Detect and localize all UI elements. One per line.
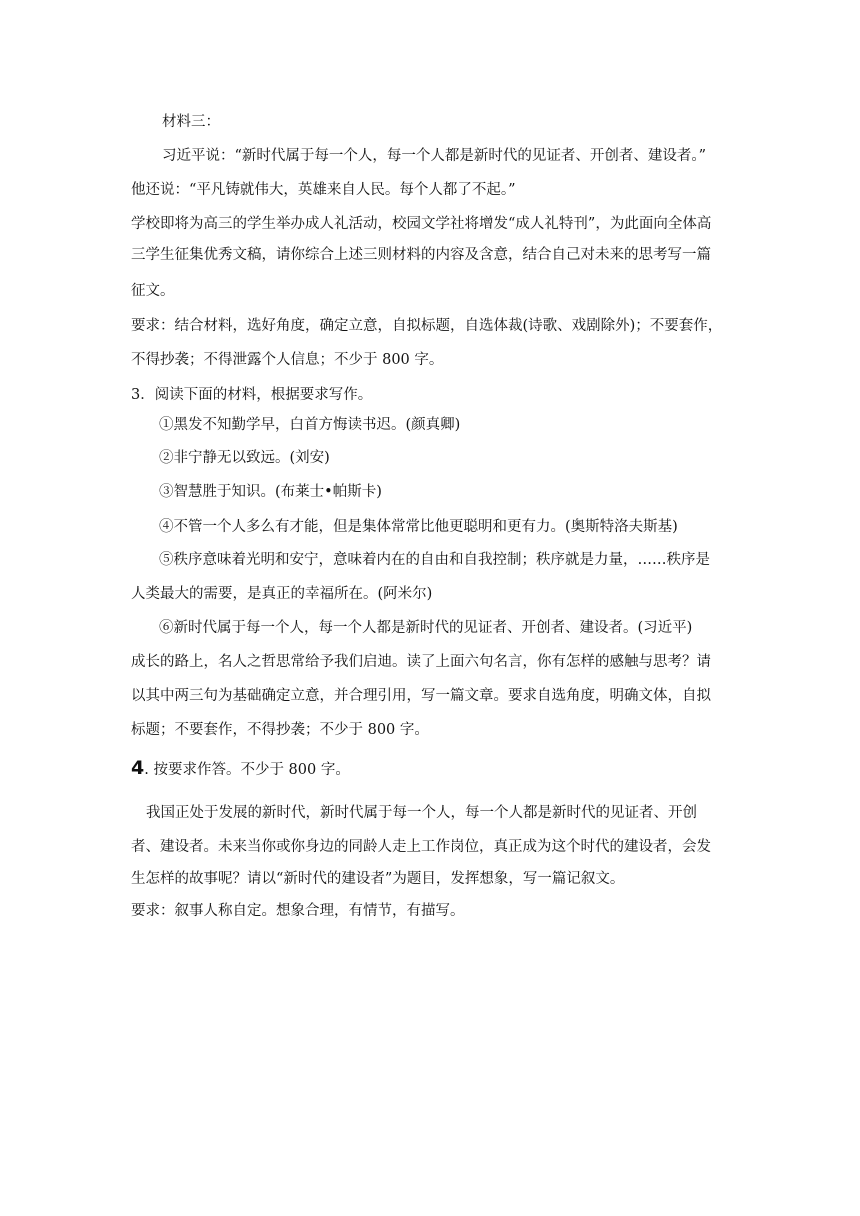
prompt-line: 我国正处于发展的新时代，新时代属于每一个人，每一个人都是新时代的见证者、开创 <box>146 805 697 821</box>
text-line: 他还说：“平凡铸就伟大，英雄来自人民。每个人都了不起。” <box>131 182 516 198</box>
question-4-heading <box>131 758 350 780</box>
text-line: 成长的路上，名人之哲思常给予我们启迪。读了上面六句名言，你有怎样的感触与思考？请 <box>131 654 711 670</box>
text-line: 以其中两三句为基础确定立意，并合理引用，写一篇文章。要求自选角度，明确文体，自拟 <box>131 688 711 704</box>
prompt-line: 者、建设者。未来当你或你身边的同龄人走上工作岗位，真正成为这个时代的建设者，会发 <box>131 839 711 855</box>
requirement-line: 不得抄袭；不得泄露个人信息；不少于 800 字。 <box>131 352 444 368</box>
text-line: 三学生征集优秀文稿，请你综合上述三则材料的内容及含意，结合自己对未来的思考写一篇 <box>131 247 711 263</box>
question-4-instruction: . 按要求作答。不少于 800 字。 <box>144 762 350 778</box>
question-number: 4 <box>131 757 145 779</box>
requirement-line: 要求：结合材料，选好角度，确定立意，自拟标题，自选体裁(诗歌、戏剧除外)；不要套作， <box>131 318 723 334</box>
text-line: 征文。 <box>131 283 175 299</box>
quote-item: ③智慧胜于知识。(布莱士•帕斯卡) <box>159 484 382 500</box>
material-three-heading: 材料三： <box>162 114 220 130</box>
quote-item: ⑥新时代属于每一个人，每一个人都是新时代的见证者、开创者、建设者。(习近平) <box>159 620 693 636</box>
quote-item-continuation: 人类最大的需要，是真正的幸福所在。(阿米尔) <box>131 586 433 602</box>
question-3-heading: 3．阅读下面的材料，根据要求写作。 <box>131 387 373 403</box>
quote-item: ②非宁静无以致远。(刘安) <box>159 450 330 466</box>
text-line: 学校即将为高三的学生举办成人礼活动，校园文学社将增发“成人礼特刊”，为此面向全体高 <box>131 216 712 232</box>
text-line: 习近平说：“新时代属于每一个人，每一个人都是新时代的见证者、开创者、建设者。” <box>162 148 707 164</box>
text-line: 标题；不要套作，不得抄袭；不少于 800 字。 <box>131 722 429 738</box>
quote-item: ⑤秩序意味着光明和安宁，意味着内在的自由和自我控制；秩序就是力量，……秩序是 <box>159 552 710 568</box>
prompt-line: 生怎样的故事呢？请以“新时代的建设者”为题目，发挥想象，写一篇记叙文。 <box>131 871 625 887</box>
requirement-line: 要求：叙事人称自定。想象合理，有情节，有描写。 <box>131 903 465 919</box>
quote-item: ①黑发不知勤学早，白首方悔读书迟。(颜真卿) <box>159 417 461 433</box>
quote-item: ④不管一个人多么有才能，但是集体常常比他更聪明和更有力。(奥斯特洛夫斯基) <box>159 519 678 535</box>
